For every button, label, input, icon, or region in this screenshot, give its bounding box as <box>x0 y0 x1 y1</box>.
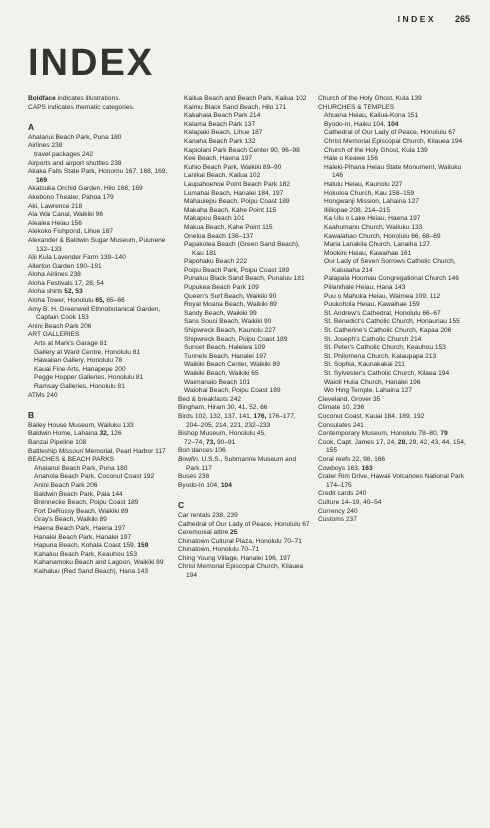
index-entry: CHURCHES & TEMPLES <box>318 103 395 111</box>
entry-text: 65–66 <box>104 297 125 305</box>
bold-illustration-ref: 65, <box>95 297 105 305</box>
bold-illustration-ref: 104 <box>387 120 399 128</box>
index-subentry: Poipu Beach Park, Poipu Coast 189 <box>184 266 290 274</box>
letter-heading: B <box>28 410 35 421</box>
index-entry <box>28 168 170 185</box>
index-entry: Akebono Theater, Pahoa 179 <box>28 193 114 201</box>
index-entry: Car rentals 238, 239 <box>178 511 238 519</box>
bold-illustration-ref: 28, <box>397 438 408 446</box>
index-subentry: Church of the Holy Ghost, Kula 139 <box>324 146 428 154</box>
index-subentry: Brennecke Beach, Poipu Coast 189 <box>34 499 139 507</box>
index-subentry <box>178 439 310 448</box>
index-entry <box>178 529 310 538</box>
index-subentry: Sunset Beach, Haleiwa 109 <box>184 344 266 352</box>
index-subentry: Palapala Hoomau Congregational Church 146 <box>324 275 459 283</box>
index-subentry: Makua Beach, Kahe Point 115 <box>184 223 273 231</box>
index-subentry: St. Catherine's Catholic Church, Kapaa 206 <box>324 327 452 335</box>
index-subentry: Lumahai Beach, Hanalei 184, 197 <box>184 189 284 197</box>
index-entry: Bon dances 106 <box>178 447 226 455</box>
index-subentry: Kailua Beach and Beach Park, Kailua 102 <box>184 95 307 102</box>
index-subentry: Anahola Beach Park, Coconut Coast 192 <box>34 473 155 481</box>
index-subentry: Halulu Heiau, Kaunolu 227 <box>324 180 403 188</box>
entry-text: Byodo-In 104, <box>178 481 221 489</box>
index-subentry: Puukohola Heiau, Kawaihae 159 <box>324 301 420 309</box>
index-subentry: St. Benedict's Catholic Church, Honaunau 155 <box>324 318 460 326</box>
index-subentry: Arts at Mark's Garage 81 <box>34 340 108 348</box>
index-entry: Allerton Garden 190–191 <box>28 262 102 270</box>
index-entry: Ahalanui Beach Park, Puna 180 <box>28 133 122 141</box>
index-subentry <box>318 121 468 130</box>
index-entry <box>28 448 170 457</box>
entry-text: Aloha shirts <box>28 288 65 296</box>
index-subentry: Waikiki Beach, Waikiki 65 <box>184 370 259 377</box>
index-entry: Alexander & Baldwin Sugar Museum, Puunene 132–133 <box>28 236 166 253</box>
index-entry: Alii Kula Lavender Farm 139–140 <box>28 254 126 262</box>
index-subentry: Kaahumanu Church, Wailuku 133 <box>324 223 423 231</box>
entry-text: Battleship <box>28 447 59 455</box>
index-entry: Currency 240 <box>318 507 358 515</box>
index-subentry: Maria Lanakila Church, Lanaiha 127 <box>324 241 430 249</box>
index-subentry: Kahanamoku Beach and Lagoon, Waikiki 89 <box>34 559 164 567</box>
index-subentry: Iliiliopae 208, 214–215 <box>324 206 390 214</box>
index-subentry: Shipwreck Beach, Poipu Coast 189 <box>184 335 288 343</box>
index-entry: Alekoko Fishpond, Lihue 187 <box>28 228 114 236</box>
index-entry: Consulates 241 <box>318 421 364 429</box>
index-entry: Anini Beach Park 206 <box>28 322 92 330</box>
index-entry <box>28 185 170 194</box>
index-subentry: Baldwin Beach Park, Pala 144 <box>34 490 123 498</box>
bold-illustration-ref: 169 <box>36 176 48 184</box>
bold-illustration-ref: 79 <box>440 430 448 438</box>
index-entry: Crater Rim Drive, Hawaii Volcanoes National Park 174–175 <box>318 473 465 489</box>
entry-text: Cowboys 163, <box>318 464 362 472</box>
entry-text: 176–177, 204–205, 214, 221, 232–233 <box>186 412 296 429</box>
index-subentry: Shipwreck Beach, Kaunolu 227 <box>184 327 276 335</box>
running-head <box>398 14 470 24</box>
bold-illustration-ref: 25 <box>230 529 238 537</box>
entry-text: Akaka Falls State Park, Honomu 167, 168, 169, <box>28 168 168 176</box>
index-entry: Airlines 238 <box>28 142 63 150</box>
index-subentry: Makapuu Beach 101 <box>184 215 245 223</box>
index-subentry: Hanalei Beach Park, Hanalei 197 <box>34 533 132 541</box>
index-subentry: Hale o Keawe 156 <box>324 155 378 163</box>
index-subentry: Mahaulepu Beach, Poipu Coast 189 <box>184 198 290 206</box>
index-subentry: Kalapaki Beach, Lihue 187 <box>184 129 263 137</box>
index-subentry: Wo Hing Temple, Lahaina 127 <box>324 387 413 395</box>
entry-text: Memorial, Pearl Harbor 117 <box>83 447 166 455</box>
index-subentry: Kauai Fine Arts, Hanapepe 200 <box>34 365 126 373</box>
index-entry: Chinatown, Honolulu 70–71 <box>178 546 260 554</box>
intro-line <box>28 104 170 113</box>
index-subentry: Waikiki Beach Center, Waikiki 89 <box>184 361 280 369</box>
index-entry <box>318 430 468 439</box>
entry-text: CAPS indicates thematic categories. <box>28 103 135 111</box>
index-entry: Cleveland, Grover 35 <box>318 395 381 403</box>
index-entry: Climate 10, 236 <box>318 404 365 412</box>
index-subentry: Mookini Heiau, Kawaihae 161 <box>324 249 412 257</box>
entry-text: , U.S.S., Submarine Museum and Park 117 <box>186 455 297 472</box>
index-subentry: Fort DeRussy Beach, Waikiki 89 <box>34 507 129 515</box>
index-subentry: St. Peter's Catholic Church, Keauhou 153 <box>324 344 446 352</box>
index-entry: Cathedral of Our Lady of Peace, Honolulu 67 <box>178 520 310 528</box>
index-entry: Ching Young Village, Hanalei 196, 197 <box>178 554 291 562</box>
index-subentry: Oneloa Beach 136–137 <box>184 232 254 240</box>
index-subentry: Papakolea Beach (Green Sand Beach), Kau 181 <box>184 241 300 257</box>
index-subentry: Our Lady of Seven Sorrows Catholic Church, Kaluaaha 214 <box>324 258 456 274</box>
index-entry: Christ Memorial Episcopal Church, Kilauea 194 <box>178 563 304 580</box>
bold-illustration-ref: 163 <box>361 464 373 472</box>
index-entry <box>178 482 310 491</box>
bold-illustration-ref: 32, <box>99 430 109 438</box>
index-entry <box>318 439 468 456</box>
index-entry <box>178 456 310 473</box>
index-subentry: Kahaluu Beach Park, Keauhou 153 <box>34 550 138 558</box>
index-entry: Culture 14–19, 40–54 <box>318 498 382 506</box>
index-subentry: Puu o Mahuka Heiau, Waimea 109, 112 <box>324 292 441 300</box>
italic-text: Bowfin <box>178 455 198 463</box>
index-subentry: Waimanalo Beach 101 <box>184 378 251 386</box>
index-entry: Coral reefs 22, 98, 166 <box>318 455 386 463</box>
index-entry: Amy B. H. Greenwell Ethnobotanical Garden, Captain Cook 153 <box>28 305 161 322</box>
index-entry: BEACHES & BEACH PARKS <box>28 456 114 464</box>
index-subentry: travel packages 242 <box>34 150 94 158</box>
index-entry: Chinatown Cultural Plaza, Honolulu 70–71 <box>178 537 302 545</box>
index-entry: Airports and airport shuttles 238 <box>28 159 122 167</box>
index-subentry: Pegge Hopper Galleries, Honolulu 81 <box>34 374 144 382</box>
bold-illustration-ref: 104 <box>220 481 232 489</box>
index-subentry: Haena Beach Park, Haena 197 <box>34 524 126 532</box>
index-entry: Credit cards 240 <box>318 490 367 498</box>
index-subentry: Waioli Huiia Church, Hanalei 196 <box>324 378 421 386</box>
entry-text: 29, 42, 43, 44, 154, 155 <box>326 438 466 455</box>
entry-text: Contemporary Museum, Honolulu 78–80, <box>318 430 441 438</box>
italic-text: Missouri <box>58 447 84 455</box>
entry-text: Birds 102, 132, 137, 141, <box>178 412 254 420</box>
index-subentry: Kapiolani Park Beach Center 90, 96–98 <box>184 146 300 154</box>
bold-illustration-ref: 73, <box>206 438 216 446</box>
index-subentry: Kawaiahao Church, Honolulu 66, 68–69 <box>324 232 441 240</box>
index-subentry: Hongwanji Mission, Lahaina 127 <box>324 198 419 206</box>
index-subentry: Sans Souci Beach, Waikiki 90 <box>184 318 272 326</box>
index-entry: Alealea Heiau 156 <box>28 219 82 227</box>
page-title: INDEX <box>28 42 155 84</box>
index-entry: Aki, Lawrence 218 <box>28 202 83 210</box>
entry-text: Akatsuka Orchid Garden, Hilo 168, 169 <box>28 185 143 193</box>
index-subentry: Makaha Beach, Kahe Point 115 <box>184 206 277 214</box>
index-subentry: Laupahoehoe Point Beach Park 182 <box>184 180 290 188</box>
index-subentry: St. Andrew's Cathedral, Honolulu 66–67 <box>324 309 441 317</box>
index-subentry: Kee Beach, Haena 197 <box>184 155 253 163</box>
index-subentry: Hawaiian Gallery, Honolulu 78 <box>34 357 123 365</box>
index-subentry: Lanikai Beach, Kailua 102 <box>184 172 261 180</box>
entry-text: 72–74, <box>184 438 206 446</box>
index-subentry: Papohaku Beach 222 <box>184 258 248 266</box>
index-subentry: Kaimu Black Sand Beach, Hilo 171 <box>184 103 287 111</box>
index-subentry: Piilanihale Heiau, Hana 143 <box>324 284 406 292</box>
index-subentry: Cathedral of Our Lady of Peace, Honolulu 67 <box>324 129 456 137</box>
index-subentry: Kalama Beach Park 137 <box>184 120 256 128</box>
index-entry: Customs 237 <box>318 516 357 524</box>
index-subentry: Christ Memorial Episcopal Church, Kilauea 194 <box>324 137 463 145</box>
index-entry: Aloha Festivals 17, 28, 54 <box>28 279 104 287</box>
entry-text: Ceremonial attire <box>178 529 231 537</box>
entry-text: indicates illustrations. <box>55 95 121 102</box>
index-subentry: Ahuena Heiau, Kailua-Kona 151 <box>324 112 419 120</box>
index-subentry: Anini Beach Park 206 <box>34 481 98 489</box>
entry-text: Byodo-In, Haiku 104, <box>324 120 388 128</box>
bold-illustration-ref: 52, 53 <box>64 288 83 296</box>
index-column-3 <box>318 95 468 525</box>
index-entry: Bishop Museum, Honolulu 45, <box>178 430 266 438</box>
index-subentry: Waiohai Beach, Poipu Coast 189 <box>184 387 281 395</box>
entry-text: Aloha Tower, Honolulu <box>28 297 96 305</box>
index-subentry: Kanaha Beach Park 132 <box>184 137 256 145</box>
index-entry <box>28 297 170 306</box>
index-subentry: Pupukea Beach Park 109 <box>184 284 259 292</box>
index-subentry: Punaluu Black Sand Beach, Punaluu 181 <box>184 275 305 283</box>
index-subentry: St. Philomena Church, Kalaupapa 213 <box>324 352 437 360</box>
index-subentry: Tunnels Beach, Hanalei 197 <box>184 352 267 360</box>
index-subentry: Haleki-Pihana Heiau State Monument, Wailuku 146 <box>324 163 462 180</box>
letter-heading: C <box>178 500 185 511</box>
index-subentry <box>28 542 170 551</box>
index-entry: Bailey House Museum, Wailuku 133 <box>28 421 134 429</box>
entry-text: 126 <box>108 430 122 438</box>
index-subentry: Ka Ulu o Lake Heiau, Haena 197 <box>324 215 421 223</box>
index-subentry: Sandy Beach, Waikiki 99 <box>184 309 257 317</box>
index-column-1 <box>28 95 170 576</box>
index-subentry: Ahalanui Beach Park, Puna 180 <box>34 464 128 472</box>
index-subentry: Gallery at Ward Centre, Honolulu 81 <box>34 348 141 356</box>
bold-illustration-ref: Boldface <box>28 95 56 102</box>
index-entry <box>178 413 310 430</box>
index-entry: Ala Wai Canal, Waikiki 96 <box>28 211 103 219</box>
index-subentry: Queen's Surf Beach, Waikiki 90 <box>184 292 277 300</box>
bold-illustration-ref: 176, <box>253 412 267 420</box>
index-subentry: St. Sylvester's Catholic Church, Kilaea 194 <box>324 370 450 377</box>
index-entry <box>318 465 468 474</box>
index-intro <box>28 95 170 112</box>
index-subentry: Kaihaluu (Red Sand Beach), Hana 143 <box>34 567 149 575</box>
index-entry: Bed & breakfasts 242 <box>178 395 242 403</box>
index-entry: ATMs 240 <box>28 391 58 399</box>
entry-text: 90–91 <box>215 438 236 446</box>
index-subentry: Hokuloa Church, Kau 158–159 <box>324 189 415 197</box>
intro-line <box>28 95 170 104</box>
index-subentry: Royal Moana Beach, Waikiki 89 <box>184 301 277 309</box>
index-subentry: St. Sophia, Kaunakakai 211 <box>324 361 405 369</box>
index-subentry: St. Joseph's Catholic Church 214 <box>324 335 422 343</box>
letter-heading: A <box>28 122 35 133</box>
index-subentry: Ramsay Galleries, Honolulu 81 <box>34 383 125 390</box>
index-entry: Banzai Pipeline 108 <box>28 438 87 446</box>
index-entry: Coconut Coast, Kauai 184, 189, 192 <box>318 412 425 420</box>
running-head-title: INDEX <box>397 14 437 24</box>
index-entry <box>28 430 170 439</box>
index-subentry: Kuhio Beach Park, Waikiki 89–90 <box>184 163 282 171</box>
index-subentry: Kakahaia Beach Park 214 <box>184 112 261 120</box>
index-entry <box>28 288 170 297</box>
entry-text: Cook, Capt. James 17, 24, <box>318 438 398 446</box>
index-column-2 <box>178 95 310 581</box>
index-entry: Bingham, Hiram 30, 41, 52, 66 <box>178 404 268 412</box>
page-number: 265 <box>454 14 470 24</box>
index-entry: Aloha Airlines 238 <box>28 271 81 279</box>
index-entry: Church of the Holy Ghost, Kula 139 <box>318 95 422 102</box>
bold-illustration-ref: 159 <box>137 542 149 550</box>
index-entry: ART GALLERIES <box>28 331 80 339</box>
entry-text: Baldwin Home, Lahaina <box>28 430 100 438</box>
index-subentry: Gray's Beach, Waikiki 89 <box>34 516 107 524</box>
entry-text: Hapuna Beach, Kohala Coast 159, <box>34 542 138 550</box>
index-entry: Buses 238 <box>178 473 210 481</box>
